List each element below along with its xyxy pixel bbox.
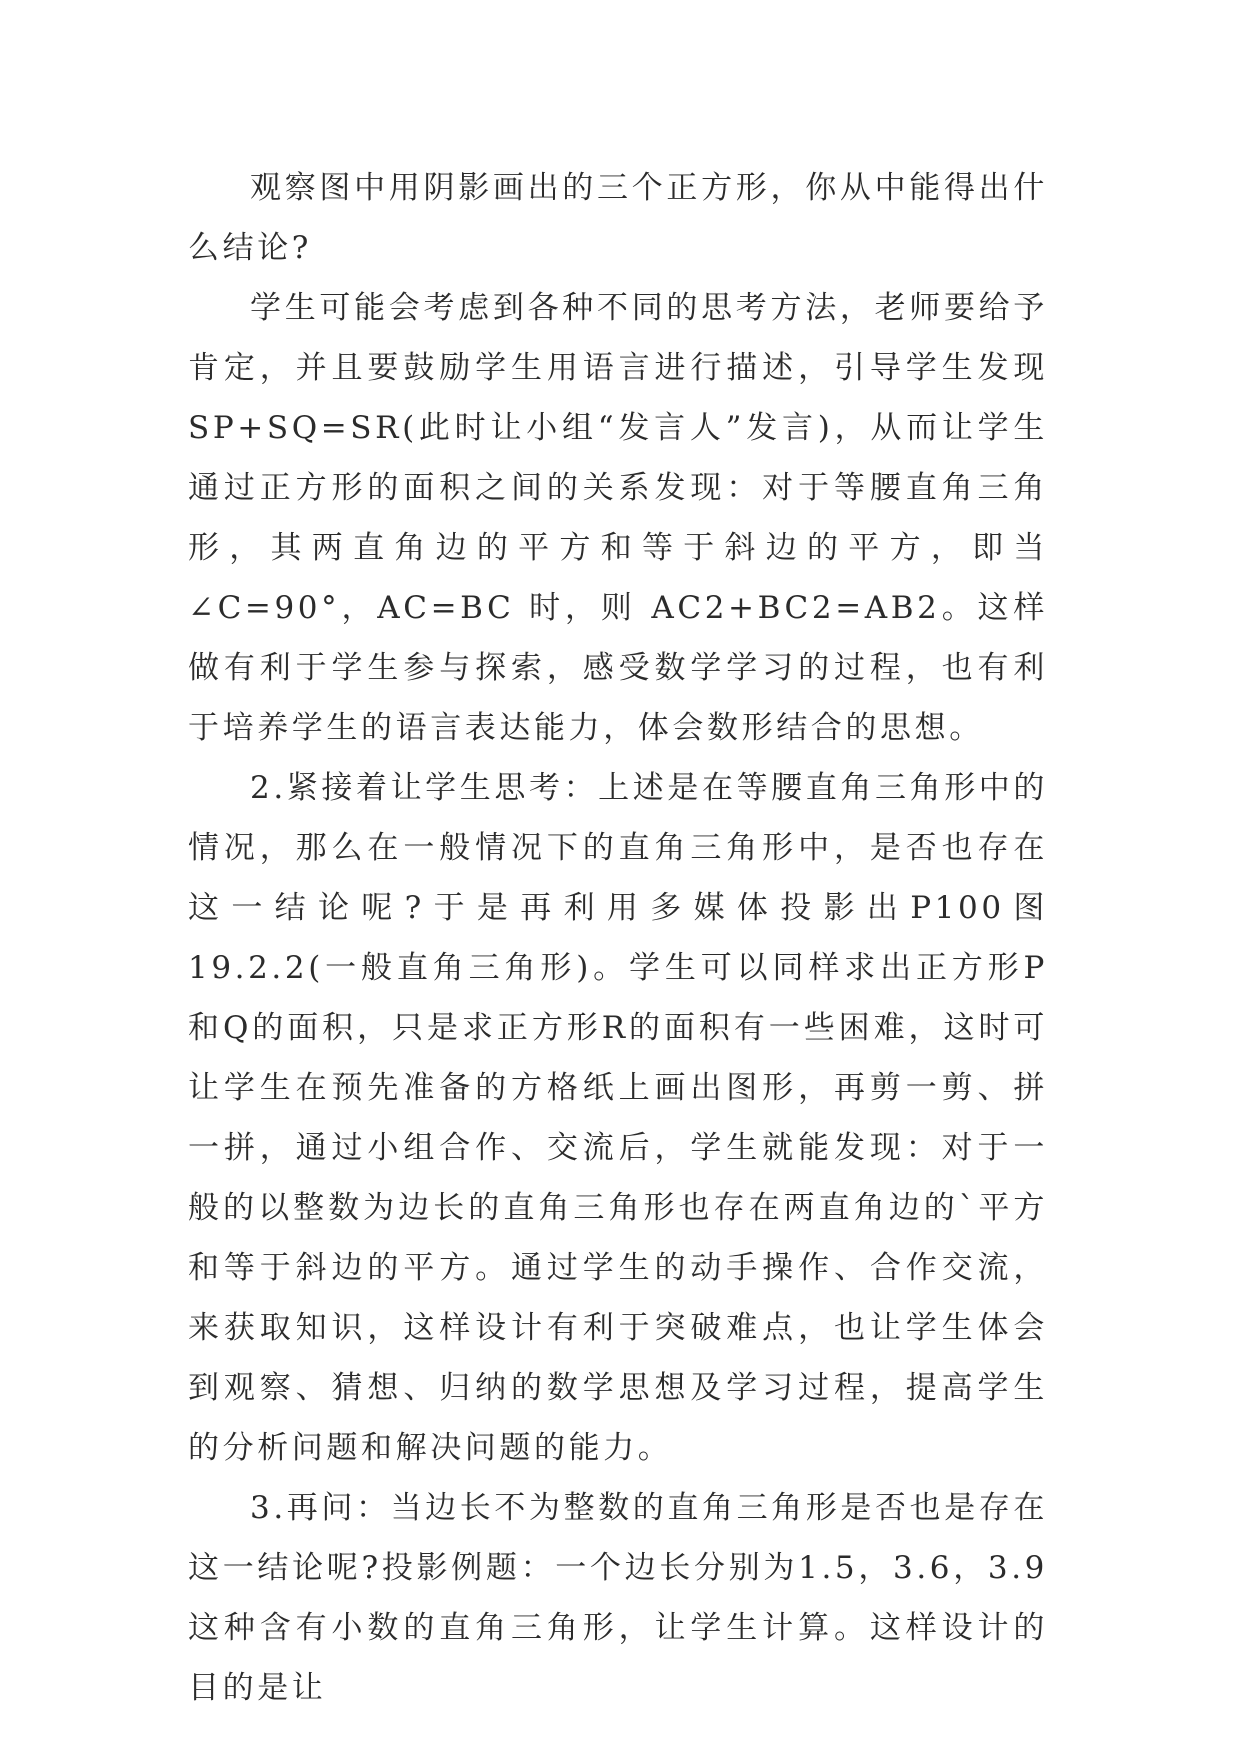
paragraph-student-methods: 学生可能会考虑到各种不同的思考方法，老师要给予肯定，并且要鼓励学生用语言进行描述，引导学生发现SP+SQ=SR(此时让小组“发言人”发言)，从而让学生通过正方形的面积之间的关系发现：对于等腰直角三角形，其两直角边的平方和等于斜边的平方，即当∠C=90°，AC=BC 时，则 AC2+BC2=AB2。这样做有利于学生参与探索，感受数学学习的过程，也有利于培养学生的语言表达能力，体会数形结合的思想。 [188, 290, 1048, 746]
paragraph-step-3: 3.再问：当边长不为整数的直角三角形是否也是存在这一结论呢?投影例题：一个边长分别为1.5，3.6，3.9这种含有小数的直角三角形，让学生计算。这样设计的目的是让 [188, 1490, 1048, 1706]
body-text [188, 158, 1048, 1718]
paragraph-observe-squares: 观察图中用阴影画出的三个正方形，你从中能得出什么结论? [188, 170, 1048, 266]
paragraph-step-2: 2.紧接着让学生思考：上述是在等腰直角三角形中的情况，那么在一般情况下的直角三角形中，是否也存在这一结论呢?于是再利用多媒体投影出P100图 19.2.2(一般直角三角形)。学生可以同样求出正方形P和Q的面积，只是求正方形R的面积有一些困难，这时可让学生在预先准备的方格纸上画出图形，再剪一剪、拼一拼，通过小组合作、交流后，学生就能发现：对于一般的以整数为边长的直角三角形也存在两直角边的`平方和等于斜边的平方。通过学生的动手操作、合作交流，来获取知识，这样设计有利于突破难点，也让学生体会到观察、猜想、归纳的数学思想及学习过程，提高学生的分析问题和解决问题的能力。 [188, 770, 1048, 1466]
